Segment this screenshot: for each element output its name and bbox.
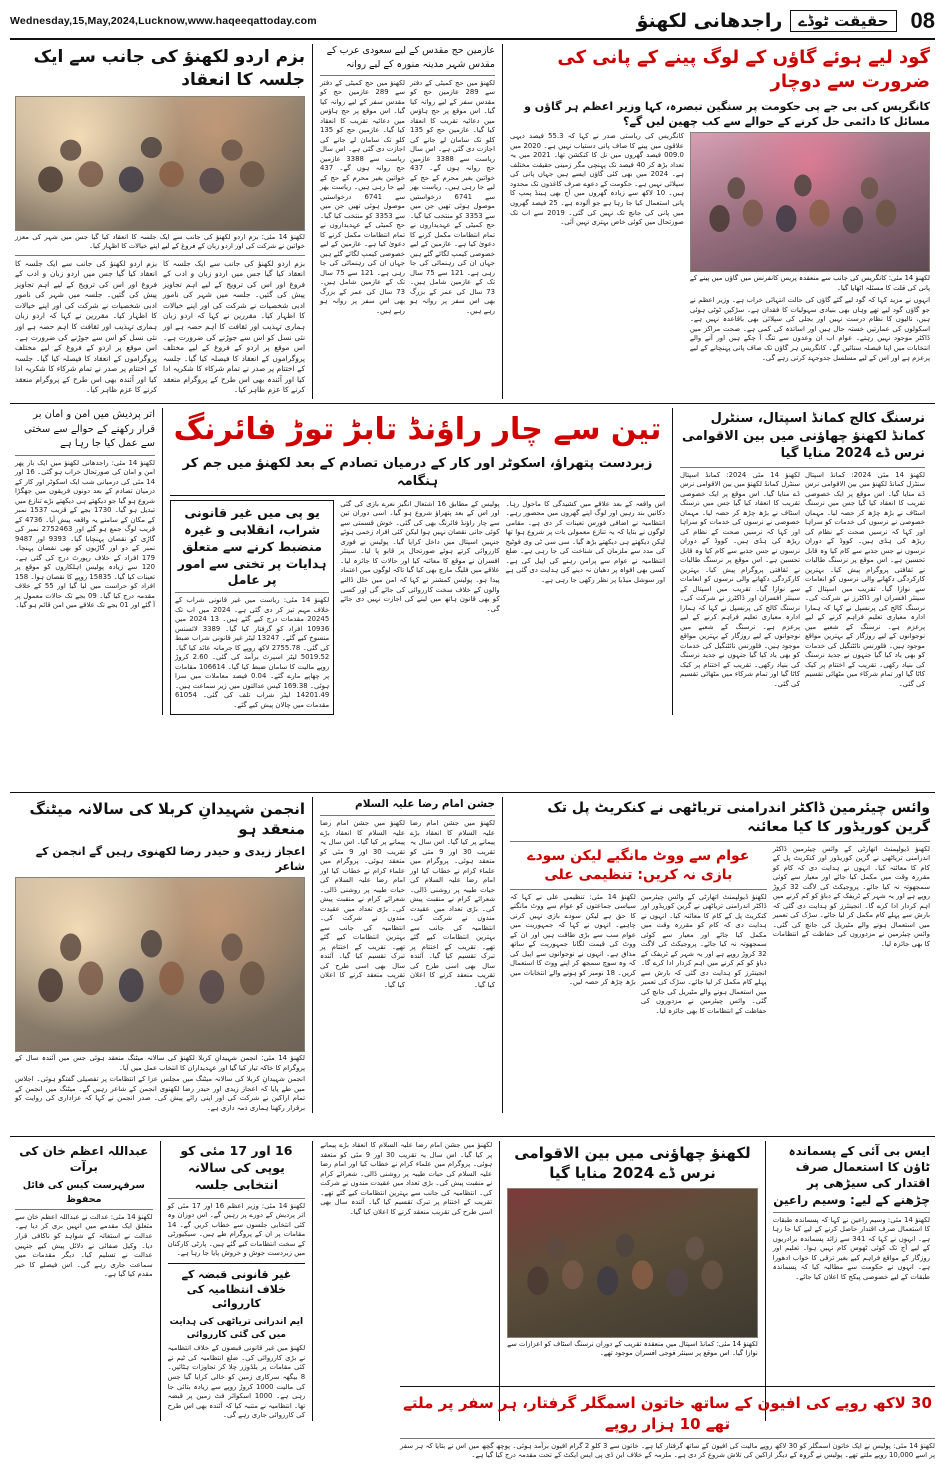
body-water-left: کانگریس کی ریاستی صدر نے کہا کہ 55.3 فیصد دیہی علاقوں میں پینے کا صاف پانی دستیاب نہیں ہے۔ 2020 میں 009.0 فیصد گھروں میں نل کا کنکشن تھا۔ 2021 میں یہ تعداد بڑھ کر 40 فیصد تک پہنچی مگر زمینی حقیقت مختلف ہے۔ 2024 میں بھی کئی گاؤں ایسے ہیں جہاں پانی کی سپلائی نہیں ہے۔ حکومت کے دعوے صرف کاغذوں تک محدود ہیں۔ 10 لاکھ سے زیادہ گھروں میں آج بھی ہینڈ پمپ کا پانی استعمال کیا جا رہا ہے جو آلودہ ہے۔ 25 فیصد گھروں میں پانی کی جانچ تک نہیں کی گئی۔ 2019 سے اب تک صورتحال میں کوئی خاص بہتری نہیں آئی۔ (510, 132, 684, 227)
army-award-ceremony-photo (507, 1188, 758, 1338)
body-firing-col3: اس واقعہ کے بعد علاقے میں کشیدگی کا ماحول رہا۔ دکانیں بند رہیں اور لوگ اپنے گھروں میں محصور رہے۔ انتظامیہ نے اضافی فورس تعینات کر دی ہے۔ مقامی لوگوں نے بتایا کہ یہ تنازع معمولی بات پر شروع ہوا تھا لیکن دیکھتے ہی دیکھتے بڑھ گیا۔ سی سی ٹی وی فوٹیج کی مدد سے ملزمان کی شناخت کی جا رہی ہے۔ ضلع انتظامیہ نے عوام سے پرامن رہنے کی اپیل کی ہے۔ کسی بھی افواہ پر دھیان نہ دینے کی ہدایت دی گئی ہے اور سوشل میڈیا پر نظر رکھی جا رہی ہے۔ (505, 499, 665, 584)
body-abdullah: لکھنؤ 14 مئی: عدالت نے عبداللہ اعظم خان سے متعلق ایک مقدمے میں انہیں بری کر دیا ہے۔ عدالت نے استغاثہ کے شواہد کو ناکافی قرار دیا۔ وکیل صفائی نے دلائل پیش کیے جنہیں عدالت نے تسلیم کیا۔ دیگر مقدمات میں سماعت جاری رہے گی۔ اس فیصلے کا خیر مقدم کیا گیا ہے۔ (15, 1212, 153, 1279)
body-liquor-box: لکھنؤ 14 مئی: ریاست میں غیر قانونی شراب کے خلاف مہم تیز کر دی گئی ہے۔ 2024 میں اب تک 20245 مقدمات درج کیے گئے ہیں۔ 13 2024 میں 10936 افراد کو گرفتار کیا گیا۔ 3389 لائسنس منسوخ کیے گئے۔ 13247 لیٹر غیر قانونی شراب ضبط کی گئی۔ 2755.78 لاکھ روپے کا جرمانہ عائد کیا گیا۔ 5019.52 لیٹر اسپرٹ برآمد کی گئی۔ 2.60 کروڑ روپے مالیت کا سامان ضبط کیا گیا۔ 106614 مقامات پر چھاپے مارے گئے۔ 0.04 فیصد معاملات میں سزا ہوئی۔ 169.38 کیس عدالتوں میں زیر سماعت ہیں۔ 14201.49 لیٹر شراب تلف کی گئی۔ 61054 مقدمات میں چالان پیش کیے گئے۔ (175, 596, 330, 709)
body-continuation: لکھنؤ میں جشن امام رضا علیہ السلام کا انعقاد بڑے پیمانے پر کیا گیا۔ اس سال یہ تقریب 30 اور 9 مئی کو منعقد ہوئی۔ پروگرام میں علماء کرام نے خطاب کیا اور امام رضا علیہ السلام کی حیات طیبہ پر روشنی ڈالی۔ شعرائے کرام نے منقبت پیش کی۔ بڑی تعداد میں عقیدت مندوں نے شرکت کی۔ انتظامیہ کی جانب سے بہترین انتظامات کیے گئے تھے۔ تقریب کے اختتام پر تبرک تقسیم کیا گیا۔ آئندہ سال بھی اسی طرح کی تقریب منعقد کرنے کا اعلان کیا گیا۔ (320, 1141, 493, 1216)
column-continuation (315, 1141, 497, 1421)
publication-logo: حقیقت ٹوڈے (790, 10, 896, 32)
headline-hajj: عازمین حج مقدس کے لیے سعودی عرب کے مقدس شہر مدینہ منورہ کے لیے روانہ (326, 45, 495, 70)
body-water-right: انہوں نے مزید کہا کہ گود لیے گئے گاؤں کی حالت انتہائی خراب ہے۔ وزیر اعظم نے جو گاؤں گود لیے تھے وہاں بھی بنیادی سہولیات کا فقدان ہے۔ سڑکیں ٹوٹی ہوئی ہیں، نالیوں کا نظام درست نہیں اور بجلی کی سپلائی بھی باقاعدہ نہیں ہے۔ اسکولوں کی عمارتیں خستہ حال ہیں اور اساتذہ کی کمی ہے۔ صحت مراکز میں ڈاکٹر موجود نہیں رہتے۔ عوام اب ان وعدوں سے تنگ آ چکے ہیں اور آنے والے انتخابات میں اپنا فیصلہ سنائیں گے۔ کانگریس ہر گاؤں تک صاف پانی پہنچانے کے لیے پرعزم ہے اور اس کے لیے مسلسل جدوجہد کرتی رہے گی۔ (689, 296, 930, 362)
subhead-water: کانگریس کی بی جے پی حکومت پر سنگین تبصرہ، کہا وزیر اعظم ہر گاؤں و مسائل کا دائمی حل کرنے کے حوالے سے کب چھین لیں گے؟ (524, 99, 930, 128)
subhead-anjuman: اعجاز زیدی و حیدر رضا لکھنوی رہیں گے انجمن کے شاعر (35, 844, 305, 873)
headline-water: گود لیے ہوئے گاؤں کے لوگ پینے کے پانی کی ضرورت سے دوچار (557, 47, 930, 93)
headline-vice-chairman: وائس چیئرمین ڈاکٹر اندرامنی تریاٹھی نے کنکریٹ پل تک گرین کوریڈور کا کیا معائنہ (547, 800, 930, 835)
subhead-illegal-liquor: ایم اندرانی تریاٹھی کی ہدایت میں کی گئی کارروائی (169, 1317, 304, 1340)
body-opium: لکھنؤ 14 مئی: پولیس نے ایک خاتون اسمگلر کو 30 لاکھ روپے مالیت کی افیون کے ساتھ گرفتار کیا ہے۔ خاتون سے 3 کلو 2 گرام افیون برآمد ہوئی۔ پوچھ گچھ میں اس نے بتایا کہ ہر سفر پر اسے 10,000 روپے ملتے تھے۔ پولیس نے گروہ کے دیگر اراکین کی تلاش شروع کر دی ہے۔ ملزمہ کے خلاف این ڈی پی ایس ایکٹ کے تحت مقدمہ درج کیا گیا ہے۔ (400, 1441, 935, 1460)
body-firing-col2: پولیس کے مطابق 16 اشتعال انگیز نعرے بازی کی گئی اور اس کے بعد پتھراؤ شروع ہو گیا۔ اسی دوران تین سے چار راؤنڈ فائرنگ بھی کی گئی۔ خوش قسمتی سے کوئی جانی نقصان نہیں ہوا لیکن کئی افراد زخمی ہوئے جنہیں اسپتال میں داخل کرایا گیا۔ پولیس نے فوری کارروائی کرتے ہوئے صورتحال پر قابو پا لیا۔ سینئر افسران نے موقع کا معائنہ کیا اور حالات کا جائزہ لیا۔ علاقے میں فلیگ مارچ بھی کیا گیا تاکہ لوگوں میں اعتماد پیدا ہو۔ پولیس کمشنر نے کہا کہ امن میں خلل ڈالنے والوں کے خلاف سخت کارروائی کی جائے گی اور کسی کو بھی قانون ہاتھ میں لینے کی اجازت نہیں دی جائے گی۔ (340, 499, 500, 613)
page-number: 08 (910, 8, 935, 33)
masthead (10, 8, 935, 40)
subhead-abdullah: سرفہرست کیس کی فائل محفوظ (22, 1180, 145, 1205)
headline-sbi: ایس بی آئی کے پسماندہ ٹاؤن کا استعمال صرف اقتدار کی سیڑھی پر چڑھنے کے لیے: وسیم راعین (773, 1144, 931, 1207)
body-nursing-a: لکھنؤ 14 مئی 2024: کمانڈ اسپتال سنٹرل کمانڈ لکھنؤ میں بین الاقوامی نرس ڈے منایا گیا۔ اس موقع پر ایک خصوصی تقریب کا انعقاد کیا گیا جس میں نرسنگ اسٹاف نے بڑھ چڑھ کر حصہ لیا۔ مہمان خصوصی نے نرسوں کی خدمات کو سراہا اور کہا کہ نرسیں صحت کے نظام کی ریڑھ کی ہڈی ہیں۔ کووڈ کے دوران نرسوں نے جس جذبے سے کام کیا وہ قابل تحسین ہے۔ اس موقع پر نرسنگ طالبات نے ثقافتی پروگرام پیش کیا۔ بہترین کارکردگی دکھانے والی نرسوں کو انعامات سے نوازا گیا۔ تقریب میں اسپتال کے سینئر افسران اور ڈاکٹرز نے شرکت کی۔ نرسنگ کالج کی پرنسپل نے کہا کہ ہمارا ادارہ معیاری تعلیم فراہم کرنے کے لیے پرعزم ہے۔ نرسنگ کے شعبے میں نوجوانوں کے لیے روزگار کے بہترین مواقع موجود ہیں۔ فلورنس نائٹنگیل کی خدمات کو بھی یاد کیا گیا جنہوں نے جدید نرسنگ کی بنیاد رکھی۔ تقریب کے اختتام پر کیک کاٹا گیا اور تمام شرکاء میں مٹھائی تقسیم کی گئی۔ (680, 470, 800, 688)
body-hajj-a: لکھنؤ میں حج کمیٹی کے دفتر سے 289 عازمین حج کو مقدس سفر کے لیے روانہ کیا گیا۔ اس موقع پر حج ہاؤس میں دعائیہ تقریب کا انعقاد کیا گیا۔ عازمین حج کو 135 کلو تک سامان لے جانے کی اجازت دی گئی ہے۔ اس سال ریاست سے 3388 عازمین حج روانہ ہوں گے۔ 437 خواتین بغیر محرم کے حج کے لیے جا رہی ہیں۔ ریاست بھر سے 6741 درخواستیں موصول ہوئی تھیں جن میں سے 3353 کو منتخب کیا گیا۔ حج کمیٹی کے عہدیداروں نے تمام انتظامات مکمل کرنے کا دعویٰ کیا ہے۔ عازمین کے لیے خصوصی کیمپ لگائے گئے ہیں جہاں ان کی رہنمائی کی جا رہی ہے۔ 121 سے 75 سال تک کے عازمین شامل ہیں۔ 73 سال کی عمر کے بزرگ بھی اس سفر پر روانہ ہو رہے ہیں۔ (320, 78, 406, 315)
block-opium (400, 1386, 935, 1461)
edition-title: راجدھانی لکھنؤ (636, 10, 783, 32)
article-abdullah (10, 1141, 158, 1421)
headline-up-pm: 16 اور 17 مئی کو یوپی کی سالانہ انتخابی جلسہ (180, 1143, 293, 1192)
headline-imam-raza: جشن امام رضا علیہ السلام (355, 798, 495, 810)
headline-liquor-box: یو پی میں غیر قانونی شراب، انقلابی و غیرہ منضبط کرنے سے متعلق ہدایات پر تختی سے امور پر عامل (177, 504, 327, 588)
body-up-pm: لکھنؤ 14 مئی: وزیر اعظم 16 اور 17 مئی کو اتر پردیش کے دورے پر رہیں گے۔ اس دوران وہ کئی انتخابی جلسوں سے خطاب کریں گے۔ 14 مقامات پر ان کے پروگرام طے ہیں۔ سیکیورٹی کے سخت انتظامات کیے گئے ہیں۔ پارٹی کارکنان میں زبردست جوش و خروش پایا جا رہا ہے۔ (167, 1201, 306, 1258)
press-conference-photo (690, 132, 930, 272)
body-illegal-liquor: لکھنؤ میں غیر قانونی قبضوں کے خلاف انتظامیہ نے بڑی کارروائی کی۔ ضلع انتظامیہ کی ٹیم نے کئی مقامات پر بلڈوزر چلا کر تجاوزات ہٹائیں۔ 8 بیگھہ سرکاری زمین کو خالی کرایا گیا جس کی مالیت 1000 کروڑ روپے سے زیادہ بتائی جا رہی ہے۔ 1000 اسکوائر فٹ زمین پر قبضہ تھا۔ انتظامیہ نے متنبہ کیا کہ آئندہ بھی اس طرح کی کارروائی جاری رہے گی۔ (167, 1344, 306, 1420)
headline-nurses-day: لکھنؤ چھاؤنی میں بین الاقوامی نرس ڈے 2024 منایا گیا (514, 1144, 751, 1183)
headline-firing: تین سے چار راؤنڈ تابڑ توڑ فائرنگ (173, 412, 662, 447)
photo-caption-nurses-day: لکھنؤ 14 مئی: کمانڈ اسپتال میں منعقدہ تقریب کے دوران نرسنگ اسٹاف کو اعزازات سے نوازا گیا۔ اس موقع پر سینئر فوجی افسران موجود تھے۔ (507, 1339, 758, 1358)
headline-abdullah: عبداللہ اعظم خان کی برآت (19, 1144, 149, 1175)
headline-opium: 30 لاکھ روپے کی افیون کے ساتھ خاتون اسمگلر گرفتار، ہر سفر پر ملتے تھے 10 ہزار روپے (403, 1394, 932, 1433)
headline-nursing: نرسنگ کالج کمانڈ اسپتال، سنٹرل کمانڈ لکھنؤ چھاؤنی میں بین الاقوامی نرس ڈے 2024 منایا گیا (681, 411, 925, 462)
anjuman-meeting-photo-men-seated (15, 877, 305, 1052)
block-top (10, 44, 935, 399)
article-sbi (768, 1141, 935, 1421)
meeting-photo-women-gathering (15, 96, 305, 231)
body-nursing-b: لکھنؤ 14 مئی 2024: کمانڈ اسپتال سنٹرل کمانڈ لکھنؤ میں بین الاقوامی نرس ڈے منایا گیا۔ اس موقع پر ایک خصوصی تقریب کا انعقاد کیا گیا جس میں نرسنگ اسٹاف نے بڑھ چڑھ کر حصہ لیا۔ مہمان خصوصی نے نرسوں کی خدمات کو سراہا اور کہا کہ نرسیں صحت کے نظام کی ریڑھ کی ہڈی ہیں۔ کووڈ کے دوران نرسوں نے جس جذبے سے کام کیا وہ قابل تحسین ہے۔ اس موقع پر نرسنگ طالبات نے ثقافتی پروگرام پیش کیا۔ بہترین کارکردگی دکھانے والی نرسوں کو انعامات سے نوازا گیا۔ تقریب میں اسپتال کے سینئر افسران اور ڈاکٹرز نے شرکت کی۔ نرسنگ کالج کی پرنسپل نے کہا کہ ہمارا ادارہ معیاری تعلیم فراہم کرنے کے لیے پرعزم ہے۔ نرسنگ کے شعبے میں نوجوانوں کے لیے روزگار کے بہترین مواقع موجود ہیں۔ فلورنس نائٹنگیل کی خدمات کو بھی یاد کیا گیا جنہوں نے جدید نرسنگ کی بنیاد رکھی۔ تقریب کے اختتام پر کیک کاٹا گیا اور تمام شرکاء میں مٹھائی تقسیم کی گئی۔ (805, 470, 925, 688)
kicker-firing: اتر پردیش میں امن و امان بر قرار رکھنے کے حوالے سے سختی سے عمل کیا جا رہا ہے (24, 409, 155, 449)
article-anjuman (10, 797, 310, 1113)
subhead-firing: زبردست پتھراؤ، اسکوٹر اور کار کے درمیان تصادم کے بعد لکھنؤ میں جم کر ہنگامہ (182, 455, 653, 489)
article-imam-raza (315, 797, 500, 1113)
firing-main-col (165, 408, 670, 715)
article-bazm-urdu (10, 44, 310, 399)
headline-public-debt: عوام سے ووٹ مانگیے لیکن سودے بازی نہ کریں: تنظیمی علی (527, 847, 750, 883)
firing-kicker-col (10, 408, 160, 715)
article-nurses-day (502, 1141, 763, 1421)
body-firing-col1: لکھنؤ 14 مئی: راجدھانی لکھنؤ میں ایک بار پھر امن و امان کی صورتحال خراب ہو گئی۔ 16 اور 14 مئی کی درمیانی شب ایک اسکوٹر اور کار کے درمیان تصادم کے بعد دونوں فریقوں میں جھگڑا شروع ہو گیا جو دیکھتے ہی دیکھتے بڑے تنازع میں تبدیل ہو گیا۔ 1730 بجے کے قریب 1537 نمبر کے مکان کے سامنے یہ واقعہ پیش آیا۔ 4736 کے قریب لوگ جمع ہو گئے اور 2752463 نمبر کی گاڑی کو نقصان پہنچایا گیا۔ 9393 اور 9487 نمبر کے دو اور گاڑیوں کو بھی نقصان پہنچا۔ 179 افراد کے خلاف رپورٹ درج کی گئی ہے۔ 120 سے زیادہ پولیس اہلکاروں کو موقع پر تعینات کیا گیا۔ 15835 روپے کا نقصان ہوا۔ 158 افراد کو حراست میں لیا گیا اور 55 کے خلاف مقدمہ درج کیا گیا۔ 09 بجے تک حالات معمول پر آ گئے اور 01 بجے تک علاقے میں امن قائم ہو گیا۔ (15, 458, 156, 610)
block-firing (10, 403, 935, 788)
article-up-pm (163, 1141, 311, 1421)
article-water (505, 44, 935, 399)
body-hajj-b: لکھنؤ میں حج کمیٹی کے دفتر سے 289 عازمین حج کو مقدس سفر کے لیے روانہ کیا گیا۔ اس موقع پر حج ہاؤس میں دعائیہ تقریب کا انعقاد کیا گیا۔ عازمین حج کو 135 کلو تک سامان لے جانے کی اجازت دی گئی ہے۔ اس سال ریاست سے 3388 عازمین حج روانہ ہوں گے۔ 437 خواتین بغیر محرم کے حج کے لیے جا رہی ہیں۔ ریاست بھر سے 6741 درخواستیں موصول ہوئی تھیں جن میں سے 3353 کو منتخب کیا گیا۔ حج کمیٹی کے عہدیداروں نے تمام انتظامات مکمل کرنے کا دعویٰ کیا ہے۔ عازمین کے لیے خصوصی کیمپ لگائے گئے ہیں جہاں ان کی رہنمائی کی جا رہی ہے۔ 121 سے 75 سال تک کے عازمین شامل ہیں۔ 73 سال کی عمر کے بزرگ بھی اس سفر پر روانہ ہو رہے ہیں۔ (410, 78, 496, 315)
photo-caption-anjuman: لکھنؤ 14 مئی: انجمن شہیدانِ کربلا لکھنؤ کی سالانہ میٹنگ منعقد ہوئی جس میں آئندہ سال کے پروگرام کا خاکہ تیار کیا گیا اور عہدیداران کا انتخاب عمل میں آیا۔ (15, 1054, 305, 1072)
liquor-box (170, 500, 334, 716)
article-vice-chairman (505, 797, 935, 1113)
masthead-brand (637, 8, 935, 34)
article-nursing (675, 408, 930, 715)
photo-caption: لکھنؤ 14 مئی: بزم اردو لکھنؤ کی جانب سے ایک جلسہ کا انعقاد کیا گیا جس میں شہر کی معزز خواتین نے شرکت کی اور اردو زبان کے فروغ کے لیے اپنے خیالات کا اظہار کیا۔ (15, 232, 305, 251)
body-vice-chairman-b: لکھنؤ ڈیولپمنٹ اتھارٹی کے وائس چیئرمین ڈاکٹر اندرامنی تریاٹھی نے گرین کوریڈور اور کنکریٹ پل کے کام کا معائنہ کیا۔ انہوں نے ہدایت دی کہ کام کو مقررہ وقت میں مکمل کیا جائے اور معیار سے کوئی سمجھوتہ نہ کیا جائے۔ پروجیکٹ کی لاگت 32 کروڑ روپے ہے اور یہ شہر کے ٹریفک کے دباؤ کو کم کرنے میں اہم کردار ادا کرے گا۔ انجینئرز کو ہدایت دی گئی کہ بارش سے پہلے کام مکمل کر لیا جائے۔ سڑک کی تعمیر میں استعمال ہونے والے مٹیریل کی جانچ کی گئی۔ وائس چیئرمین نے مزدوروں کی حفاظت کے انتظامات کا بھی جائزہ لیا۔ (640, 892, 767, 1015)
body-public-debt: لکھنؤ 14 مئی: تنظیمی علی نے کہا کہ سیاسی جماعتوں کو عوام سے ووٹ مانگنے کا حق ہے لیکن سودے بازی نہیں کرنی چاہیے۔ انہوں نے کہا کہ جمہوریت میں عوام سب سے بڑی طاقت ہیں اور ان کے ووٹ کی قیمت لگانا جمہوریت کے ساتھ مذاق ہے۔ انہوں نے نوجوانوں سے اپیل کی کہ وہ سوچ سمجھ کر اپنے ووٹ کا استعمال کریں۔ 18 نومبر کو ہونے والے انتخابات میں بڑھ چڑھ کر حصہ لیں۔ (510, 892, 636, 987)
body-sbi: لکھنؤ 14 مئی: وسیم راعین نے کہا کہ پسماندہ طبقات کا استعمال صرف اقتدار حاصل کرنے کے لیے کیا جا رہا ہے۔ انہوں نے کہا کہ 341 سے زائد پسماندہ برادریوں کے لیے آج تک کوئی ٹھوس کام نہیں ہوا۔ تعلیم اور روزگار کے مواقع فراہم کیے بغیر ترقی کا خواب ادھورا ہے۔ انہوں نے حکومت سے مطالبہ کیا کہ پسماندہ طبقات کے لیے خصوصی پیکج کا اعلان کیا جائے۔ (772, 1215, 931, 1281)
body-bazm-urdu-a: بزم اردو لکھنؤ کی جانب سے ایک جلسہ کا انعقاد کیا گیا جس میں اردو زبان و ادب کے فروغ اور اس کی ترویج کے لیے اہم تجاویز پیش کی گئیں۔ جلسہ میں شہر کی نامور ادبی شخصیات نے شرکت کی اور اپنے خیالات کا اظہار کیا۔ مقررین نے کہا کہ اردو زبان ہماری تہذیب اور ثقافت کا اہم حصہ ہے اور نئی نسل کو اس سے جوڑنے کی ضرورت ہے۔ اس موقع پر اردو کے فروغ کے لیے مختلف پروگراموں کے انعقاد کا فیصلہ کیا گیا۔ جلسہ کے اختتام پر صدر نے تمام شرکاء کا شکریہ ادا کیا اور آئندہ بھی اس طرح کے پروگرام منعقد کرنے کا عزم ظاہر کیا۔ (15, 258, 157, 395)
body-imam-raza-b: لکھنؤ میں جشن امام رضا علیہ السلام کا انعقاد بڑے پیمانے پر کیا گیا۔ اس سال یہ تقریب 30 اور 9 مئی کو منعقد ہوئی۔ پروگرام میں علماء کرام نے خطاب کیا اور امام رضا علیہ السلام کی حیات طیبہ پر روشنی ڈالی۔ شعرائے کرام نے منقبت پیش کی۔ بڑی تعداد میں عقیدت مندوں نے شرکت کی۔ انتظامیہ کی جانب سے بہترین انتظامات کیے گئے تھے۔ تقریب کے اختتام پر تبرک تقسیم کیا گیا۔ آئندہ سال بھی اسی طرح کی تقریب منعقد کرنے کا اعلان کیا گیا۔ (410, 819, 495, 989)
article-hajj (315, 44, 500, 399)
headline-bazm-urdu: بزم اردو لکھنؤ کی جانب سے ایک جلسہ کا انعقاد (33, 47, 305, 90)
photo-caption-water: لکھنؤ 14 مئی: کانگریس کی جانب سے منعقدہ پریس کانفرنس میں گاؤں میں پینے کے پانی کی قلت کا مسئلہ اٹھایا گیا۔ (689, 274, 930, 292)
block-lower (10, 792, 935, 1132)
headline-illegal-liquor: غیر قانونی قبضہ کے خلاف انتظامیہ کی کارروائی (181, 1267, 292, 1311)
body-bazm-urdu-b: بزم اردو لکھنؤ کی جانب سے ایک جلسہ کا انعقاد کیا گیا جس میں اردو زبان و ادب کے فروغ اور اس کی ترویج کے لیے اہم تجاویز پیش کی گئیں۔ جلسہ میں شہر کی نامور ادبی شخصیات نے شرکت کی اور اپنے خیالات کا اظہار کیا۔ مقررین نے کہا کہ اردو زبان ہماری تہذیب اور ثقافت کا اہم حصہ ہے اور نئی نسل کو اس سے جوڑنے کی ضرورت ہے۔ اس موقع پر اردو کے فروغ کے لیے مختلف پروگراموں کے انعقاد کا فیصلہ کیا گیا۔ جلسہ کے اختتام پر صدر نے تمام شرکاء کا شکریہ ادا کیا اور آئندہ بھی اس طرح کے پروگرام منعقد کرنے کا عزم ظاہر کیا۔ (163, 258, 305, 395)
masthead-date-url: Wednesday,15,May,2024,Lucknow,www.haqeeqattoday.com (10, 15, 317, 27)
body-vice-chairman-a: لکھنؤ ڈیولپمنٹ اتھارٹی کے وائس چیئرمین ڈاکٹر اندرامنی تریاٹھی نے گرین کوریڈور اور کنکریٹ پل کے کام کا معائنہ کیا۔ انہوں نے ہدایت دی کہ کام کو مقررہ وقت میں مکمل کیا جائے اور معیار سے کوئی سمجھوتہ نہ کیا جائے۔ پروجیکٹ کی لاگت 32 کروڑ روپے ہے اور یہ شہر کے ٹریفک کے دباؤ کو کم کرنے میں اہم کردار ادا کرے گا۔ انجینئرز کو ہدایت دی گئی کہ بارش سے پہلے کام مکمل کر لیا جائے۔ سڑک کی تعمیر میں استعمال ہونے والے مٹیریل کی جانچ کی گئی۔ وائس چیئرمین نے مزدوروں کی حفاظت کے انتظامات کا بھی جائزہ لیا۔ (772, 844, 930, 948)
body-imam-raza-a: لکھنؤ میں جشن امام رضا علیہ السلام کا انعقاد بڑے پیمانے پر کیا گیا۔ اس سال یہ تقریب 30 اور 9 مئی کو منعقد ہوئی۔ پروگرام میں علماء کرام نے خطاب کیا اور امام رضا علیہ السلام کی حیات طیبہ پر روشنی ڈالی۔ شعرائے کرام نے منقبت پیش کی۔ بڑی تعداد میں عقیدت مندوں نے شرکت کی۔ انتظامیہ کی جانب سے بہترین انتظامات کیے گئے تھے۔ تقریب کے اختتام پر تبرک تقسیم کیا گیا۔ آئندہ سال بھی اسی طرح کی تقریب منعقد کرنے کا اعلان کیا گیا۔ (320, 819, 405, 989)
headline-anjuman: انجمن شہیدانِ کربلا کی سالانہ میٹنگ منعقد ہو (29, 800, 305, 839)
body-anjuman: انجمن شہیدانِ کربلا کی سالانہ میٹنگ میں مجلس عزا کے انتظامات پر تفصیلی گفتگو ہوئی۔ اجلاس میں طے پایا کہ اعجاز زیدی اور حیدر رضا لکھنوی انجمن کے شاعر رہیں گے۔ میٹنگ میں انجمن کے تمام اراکین نے شرکت کی اور اپنی رائے پیش کی۔ صدر انجمن نے کہا کہ عزاداری کی روایت کو برقرار رکھنا ہماری ذمہ داری ہے۔ (15, 1075, 305, 1112)
